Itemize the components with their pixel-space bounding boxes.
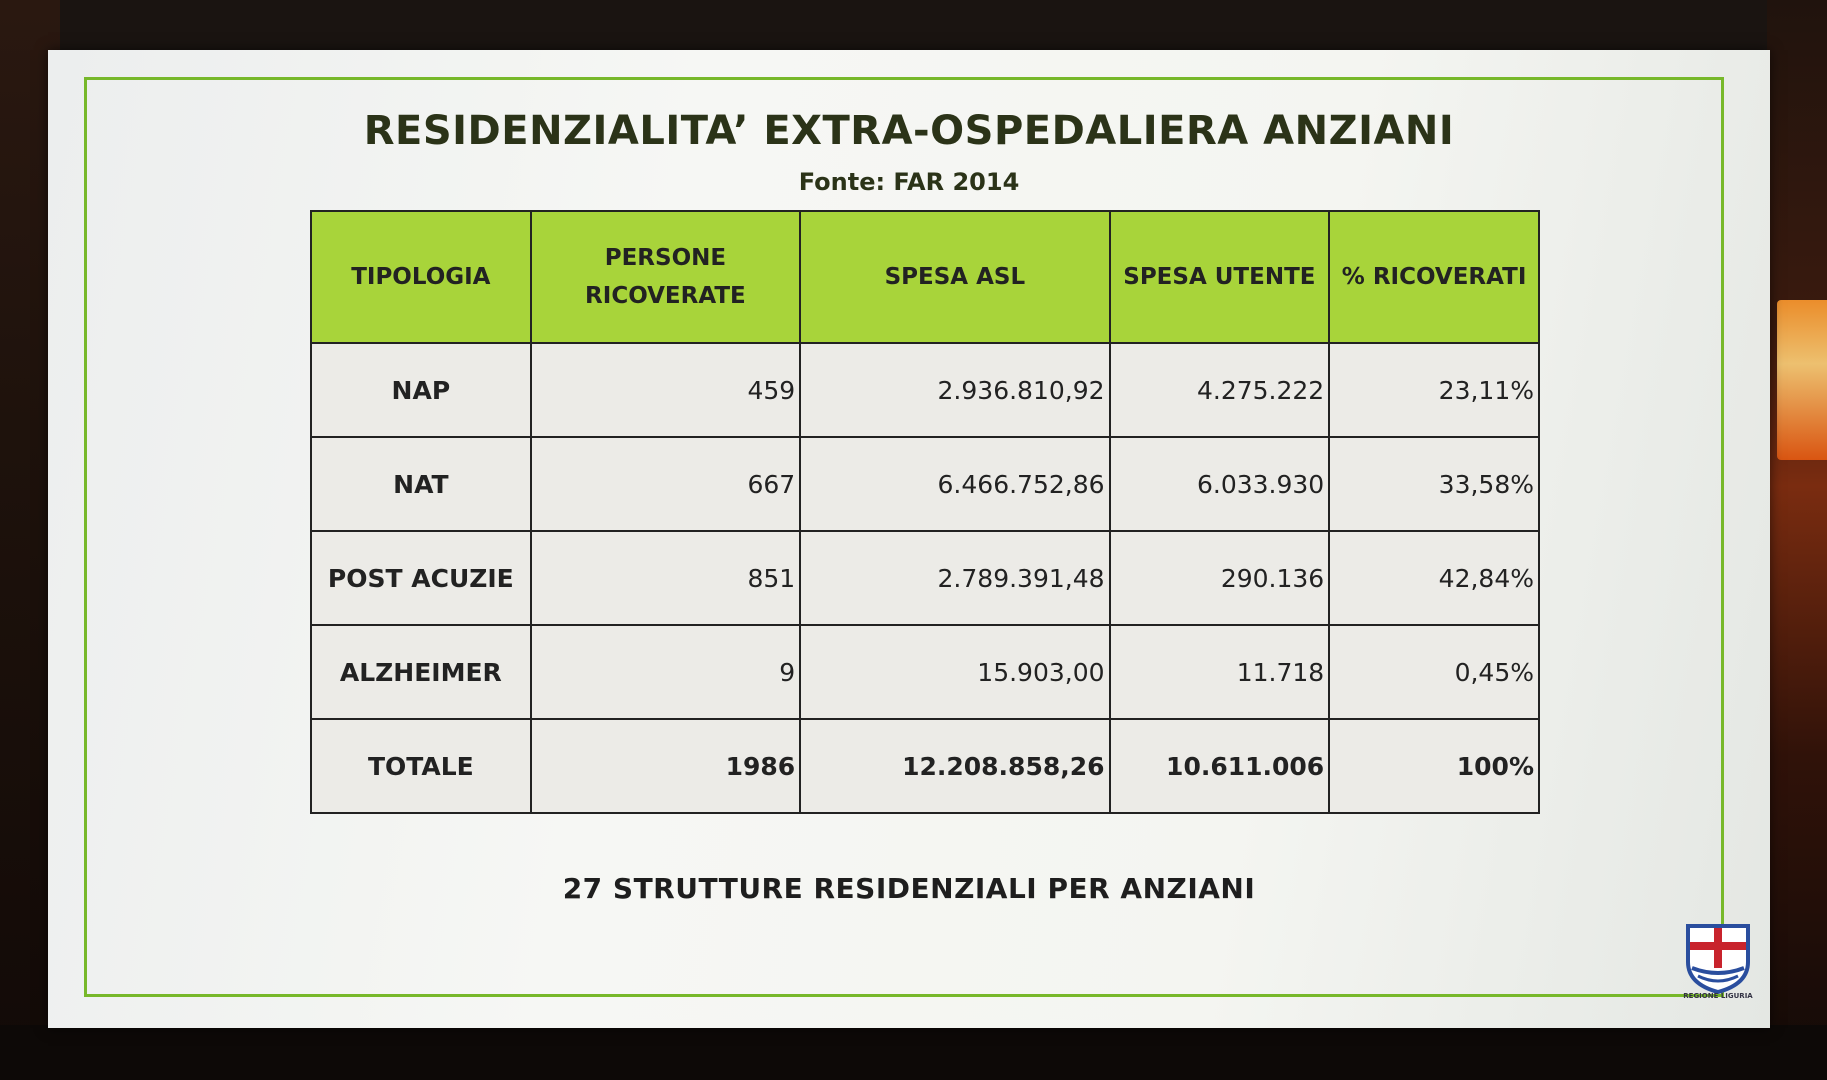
cell-tipologia: NAT (311, 437, 531, 531)
lamp-glow (1777, 300, 1827, 460)
table-header-row (311, 211, 1539, 343)
cell-tipologia: ALZHEIMER (311, 625, 531, 719)
header-spesa-utente: SPESA UTENTE (1110, 211, 1330, 343)
cell-persone: 1986 (531, 719, 800, 813)
cell-percent: 0,45% (1329, 625, 1539, 719)
cell-tipologia: TOTALE (311, 719, 531, 813)
table-row (311, 437, 1539, 531)
cell-spesa-utente: 10.611.006 (1110, 719, 1330, 813)
cell-persone: 9 (531, 625, 800, 719)
projection-screen (48, 50, 1770, 1028)
cell-spesa-asl: 2.936.810,92 (800, 343, 1109, 437)
cell-spesa-utente: 11.718 (1110, 625, 1330, 719)
cell-spesa-asl: 6.466.752,86 (800, 437, 1109, 531)
data-table (310, 210, 1540, 814)
regione-liguria-logo-icon (1678, 918, 1758, 998)
cell-percent: 42,84% (1329, 531, 1539, 625)
cell-persone: 851 (531, 531, 800, 625)
logo-caption: REGIONE LIGURIA (1683, 992, 1753, 1000)
header-tipologia: TIPOLOGIA (311, 211, 531, 343)
cell-percent: 23,11% (1329, 343, 1539, 437)
cell-percent: 100% (1329, 719, 1539, 813)
cell-spesa-asl: 15.903,00 (800, 625, 1109, 719)
cell-spesa-utente: 290.136 (1110, 531, 1330, 625)
slide-title: RESIDENZIALITA’ EXTRA-OSPEDALIERA ANZIANI (363, 108, 1455, 154)
header-persone-ricoverate-text: PERSONE RICOVERATE (585, 245, 746, 309)
slide-footer: 27 STRUTTURE RESIDENZIALI PER ANZIANI (562, 872, 1256, 905)
header-percent-ricoverati: % RICOVERATI (1329, 211, 1539, 343)
cell-persone: 459 (531, 343, 800, 437)
cell-spesa-asl: 2.789.391,48 (800, 531, 1109, 625)
cell-persone: 667 (531, 437, 800, 531)
table-row-total (311, 719, 1539, 813)
room-wall-right (1767, 0, 1827, 1080)
header-persone-ricoverate (531, 211, 800, 343)
slide-subtitle: Fonte: FAR 2014 (798, 168, 1020, 196)
cell-spesa-asl: 12.208.858,26 (800, 719, 1109, 813)
cell-tipologia: NAP (311, 343, 531, 437)
room-floor (0, 1025, 1827, 1080)
header-spesa-asl: SPESA ASL (800, 211, 1109, 343)
cell-tipologia: POST ACUZIE (311, 531, 531, 625)
table-row (311, 531, 1539, 625)
cell-percent: 33,58% (1329, 437, 1539, 531)
table-row (311, 343, 1539, 437)
cell-spesa-utente: 6.033.930 (1110, 437, 1330, 531)
cell-spesa-utente: 4.275.222 (1110, 343, 1330, 437)
table-row (311, 625, 1539, 719)
